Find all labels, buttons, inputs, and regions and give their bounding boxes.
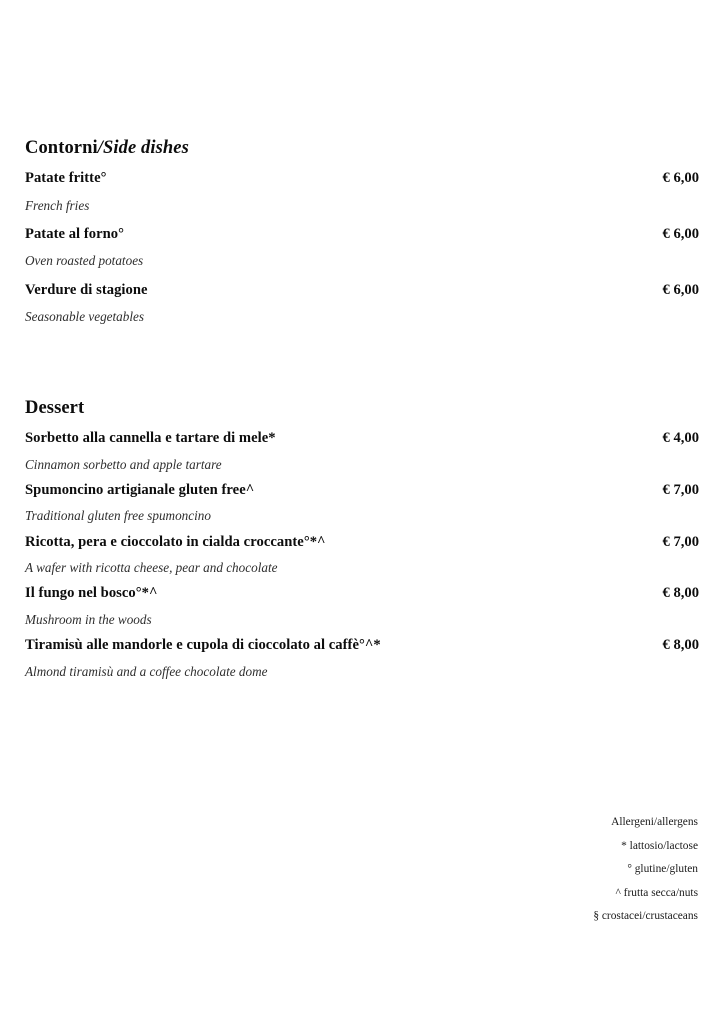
menu-item-description: A wafer with ricotta cheese, pear and chocolate — [25, 560, 278, 576]
menu-item-price: € 6,00 — [662, 225, 699, 242]
menu-item-price: € 8,00 — [662, 585, 699, 602]
menu-item-description: Mushroom in the woods — [25, 611, 152, 627]
menu-item — [25, 431, 699, 471]
menu-item — [25, 535, 699, 575]
menu-item-row — [25, 483, 699, 498]
menu-item-description: Traditional gluten free spumoncino — [25, 508, 211, 524]
section-heading-translation: /Side dishes — [97, 138, 189, 158]
menu-item-name: Patate fritte° — [25, 170, 107, 186]
menu-section-dessert — [25, 398, 699, 678]
menu-item-row — [25, 638, 699, 653]
menu-item-description: Oven roasted potatoes — [25, 253, 144, 269]
allergen-legend-entry-crustaceans: § crostacei/crustaceans — [593, 910, 698, 923]
menu-item — [25, 483, 699, 523]
menu-item — [25, 171, 699, 212]
menu-item-row — [25, 431, 699, 446]
menu-section-contorni — [25, 138, 699, 323]
allergen-legend-entry-gluten: ° glutine/gluten — [627, 863, 698, 876]
menu-item-description: Almond tiramisù and a coffee chocolate dome — [25, 663, 268, 679]
section-heading-contorni — [25, 138, 699, 159]
menu-item-row — [25, 586, 699, 601]
menu-item-name: Sorbetto alla cannella e tartare di mele* — [25, 430, 276, 446]
menu-item-price: € 6,00 — [662, 281, 699, 298]
menu-item — [25, 638, 699, 678]
menu-item-name: Il fungo nel bosco°*^ — [25, 585, 158, 602]
menu-item-description: French fries — [25, 197, 90, 213]
menu-item — [25, 283, 699, 324]
allergen-legend-entry-lactose: * lattosio/lactose — [621, 839, 698, 852]
menu-item-description: Seasonable vegetables — [25, 309, 145, 325]
menu-item-name: Ricotta, pera e cioccolato in cialda croccante°*^ — [25, 533, 326, 550]
menu-item-price: € 6,00 — [662, 170, 699, 186]
section-heading-main: Dessert — [25, 398, 85, 418]
menu-item-price: € 4,00 — [662, 430, 699, 446]
menu-item-description: Cinnamon sorbetto and apple tartare — [25, 456, 222, 472]
menu-item-row — [25, 283, 699, 298]
menu-item-price: € 7,00 — [662, 533, 699, 550]
allergen-legend-entry-nuts: ^ frutta secca/nuts — [615, 886, 698, 899]
section-heading-main: Contorni — [25, 138, 98, 158]
menu-item-row — [25, 171, 699, 186]
allergen-legend-title: Allergeni/allergens — [611, 816, 698, 828]
menu-item-name: Spumoncino artigianale gluten free^ — [25, 481, 255, 498]
menu-item-name: Tiramisù alle mandorle e cupola di cioccolato al caffè°^* — [25, 637, 381, 654]
menu-item-row — [25, 227, 699, 242]
menu-item-price: € 7,00 — [662, 481, 699, 498]
menu-item-row — [25, 535, 699, 550]
menu-item-name: Patate al forno° — [25, 225, 125, 242]
menu-item-price: € 8,00 — [662, 637, 699, 654]
menu-item — [25, 227, 699, 268]
allergen-legend — [398, 817, 698, 923]
menu-item-name: Verdure di stagione — [25, 281, 148, 298]
menu-item — [25, 586, 699, 626]
section-heading-dessert — [25, 398, 699, 419]
